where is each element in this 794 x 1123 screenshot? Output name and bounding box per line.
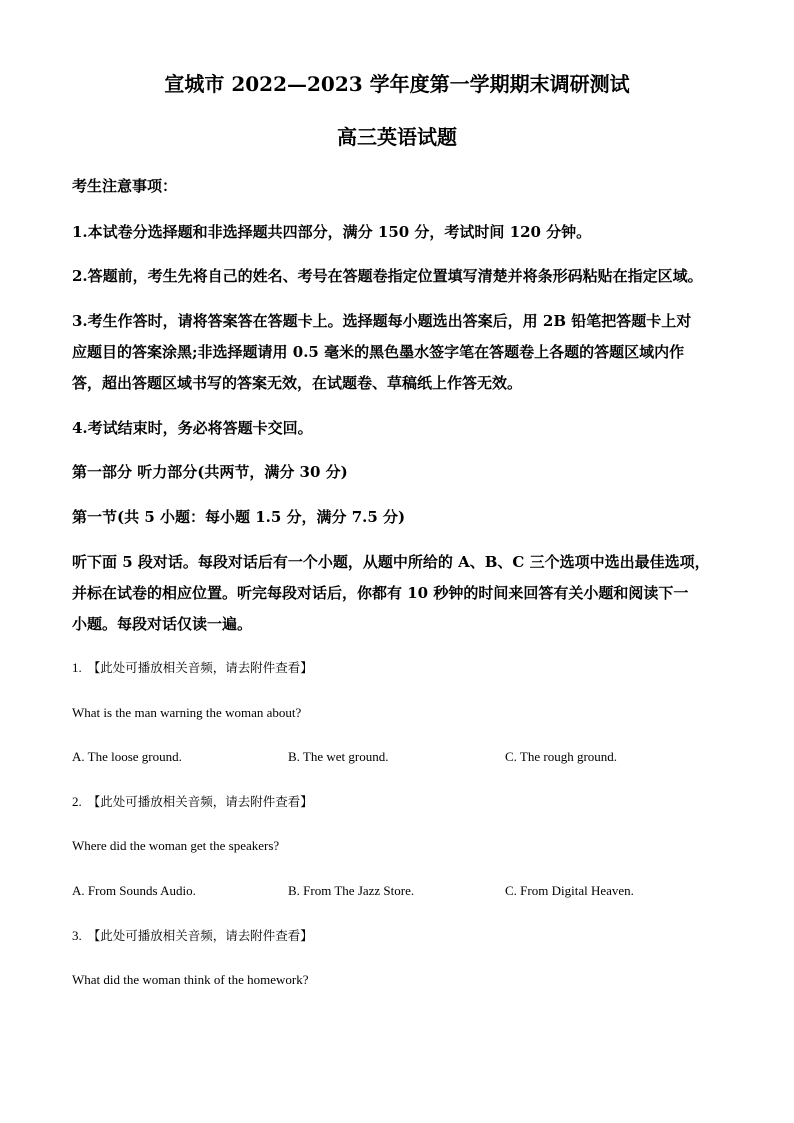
question-2-option-c: C. From Digital Heaven. — [505, 883, 634, 898]
question-2-option-a: A. From Sounds Audio. — [72, 883, 196, 898]
question-2-audio — [72, 793, 313, 811]
question-number: 1. — [72, 660, 82, 675]
question-1-option-a: A. The loose ground. — [72, 749, 182, 764]
question-number: 2. — [72, 794, 82, 809]
audio-placeholder-link[interactable]: 【此处可播放相关音频，请去附件查看】 — [87, 794, 313, 809]
question-number: 3. — [72, 928, 82, 943]
note-item-1: 1.本试卷分选择题和非选择题共四部分，满分 150 分，考试时间 120 分钟。 — [72, 223, 592, 241]
exam-title: 宣城市 2022—2023 学年度第一学期期末调研测试 — [164, 72, 630, 96]
section1-heading: 第一节(共 5 小题：每小题 1.5 分，满分 7.5 分) — [72, 508, 406, 526]
notes-heading: 考生注意事项： — [72, 177, 178, 195]
exam-subtitle: 高三英语试题 — [337, 125, 457, 149]
audio-placeholder-link[interactable]: 【此处可播放相关音频，请去附件查看】 — [87, 928, 313, 943]
question-1-option-c: C. The rough ground. — [505, 749, 618, 764]
instructions-line-3: 小题。每段对话仅读一遍。 — [72, 615, 253, 633]
instructions-line-1: 听下面 5 段对话。每段对话后有一个小题，从题中所给的 A、B、C 三个选项中选出最佳选项， — [72, 553, 710, 571]
question-1-audio — [72, 659, 313, 677]
question-3-text: What did the woman think of the homework? — [72, 972, 309, 987]
note-item-4: 4.考试结束时，务必将答题卡交回。 — [72, 419, 313, 437]
question-2-option-b: B. From The Jazz Store. — [288, 883, 415, 898]
part1-heading: 第一部分 听力部分(共两节，满分 30 分) — [72, 463, 348, 481]
question-2-text: Where did the woman get the speakers? — [72, 838, 280, 853]
note-item-3-line-3: 答，超出答题区域书写的答案无效，在试题卷、草稿纸上作答无效。 — [72, 374, 523, 392]
question-1-text: What is the man warning the woman about? — [72, 705, 302, 720]
question-1-option-b: B. The wet ground. — [288, 749, 389, 764]
note-item-2: 2.答题前，考生先将自己的姓名、考号在答题卷指定位置填写清楚并将条形码粘贴在指定区域。 — [72, 267, 703, 285]
note-item-3-line-1: 3.考生作答时，请将答案答在答题卡上。选择题每小题选出答案后，用 2B 铅笔把答题卡上对 — [72, 312, 692, 330]
question-3-audio — [72, 927, 313, 945]
note-item-3-line-2: 应题目的答案涂黑;非选择题请用 0.5 毫米的黑色墨水签字笔在答题卷上各题的答题区域内作 — [72, 343, 685, 361]
instructions-line-2: 并标在试卷的相应位置。听完每段对话后，你都有 10 秒钟的时间来回答有关小题和阅读下一 — [72, 584, 689, 602]
audio-placeholder-link[interactable]: 【此处可播放相关音频，请去附件查看】 — [87, 660, 313, 675]
